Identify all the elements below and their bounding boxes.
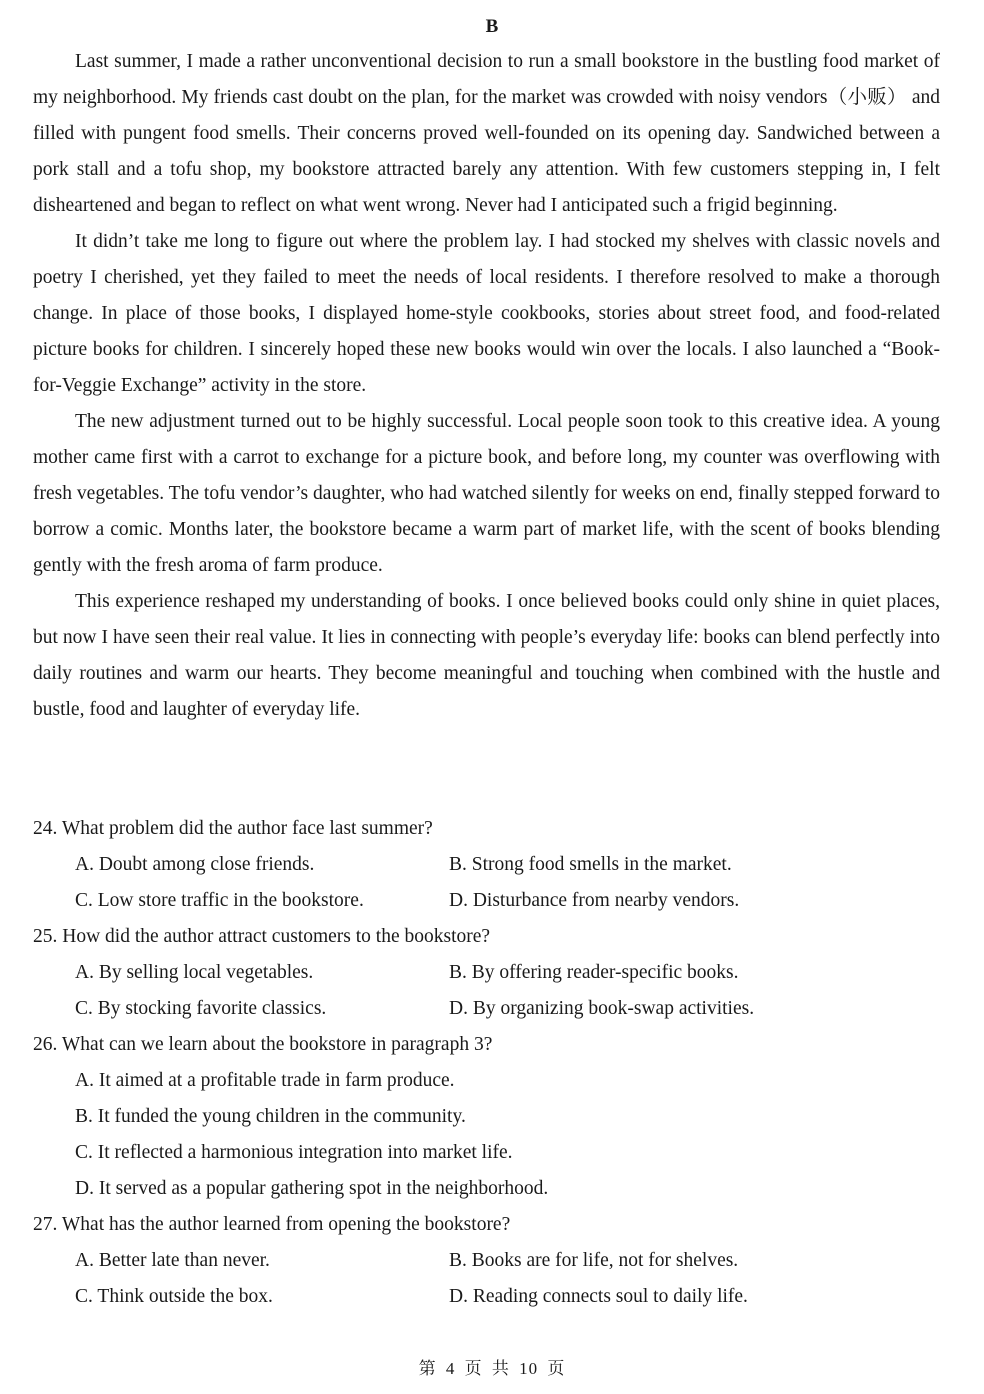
option-row	[33, 847, 940, 883]
option-a: A. It aimed at a profitable trade in farm produce.	[75, 1070, 455, 1091]
question-24	[33, 811, 940, 919]
passage-paragraph-2: It didn’t take me long to figure out where the problem lay. I had stocked my shelves with classic novels and poetry I cherished, yet they failed to meet the needs of local residents. I therefore resolved to make a thorough change. In place of those books, I displayed home-style cookbooks, stories about street food, and food-related picture books for children. I sincerely hoped these new books would win over the locals. I also launched a “Book-for-Veggie Exchange” activity in the store.	[33, 231, 940, 396]
option-row	[33, 1243, 940, 1279]
reading-passage	[33, 44, 940, 728]
option-c: C. It reflected a harmonious integration into market life.	[75, 1142, 513, 1163]
page-number-footer: 第 4 页 共 10 页	[418, 1359, 566, 1378]
option-d: D. By organizing book-swap activities.	[449, 998, 755, 1019]
question-stem: 24. What problem did the author face last summer?	[33, 818, 433, 839]
option-row	[33, 1279, 940, 1315]
passage-paragraph-1: Last summer, I made a rather unconventional decision to run a small bookstore in the bustling food market of my neighborhood. My friends cast doubt on the plan, for the market was crowded with noisy vendors（小贩） and filled with pungent food smells. Their concerns proved well-founded on its opening day. Sandwiched between a pork stall and a tofu shop, my bookstore attracted barely any attention. With few customers stepping in, I felt disheartened and began to reflect on what went wrong. Never had I anticipated such a frigid beginning.	[33, 51, 940, 216]
option-row	[33, 883, 940, 919]
option-b: B. Strong food smells in the market.	[449, 854, 732, 875]
question-stem: 27. What has the author learned from opening the bookstore?	[33, 1214, 511, 1235]
option-b: B. Books are for life, not for shelves.	[449, 1250, 739, 1271]
option-d: D. Reading connects soul to daily life.	[449, 1286, 748, 1307]
option-d: D. Disturbance from nearby vendors.	[449, 890, 740, 911]
question-list	[33, 811, 940, 1315]
option-row	[33, 955, 940, 991]
passage-paragraph-3: The new adjustment turned out to be highly successful. Local people soon took to this creative idea. A young mother came first with a carrot to exchange for a picture book, and before long, my counter was overflowing with fresh vegetables. The tofu vendor’s daughter, who had watched silently for weeks on end, finally stepped forward to borrow a comic. Months later, the bookstore became a warm part of market life, with the scent of books blending gently with the fresh aroma of farm produce.	[33, 411, 940, 576]
question-27	[33, 1207, 940, 1315]
option-c: C. By stocking favorite classics.	[75, 998, 327, 1019]
option-a: A. By selling local vegetables.	[75, 962, 314, 983]
section-label: B	[485, 16, 499, 37]
passage-paragraph-4: This experience reshaped my understanding of books. I once believed books could only shine in quiet places, but now I have seen their real value. It lies in connecting with people’s everyday life: books can blend perfectly into daily routines and warm our hearts. They become meaningful and touching when combined with the hustle and bustle, food and laughter of everyday life.	[33, 591, 940, 720]
option-b: B. It funded the young children in the community.	[75, 1106, 466, 1127]
question-25	[33, 919, 940, 1027]
option-b: B. By offering reader-specific books.	[449, 962, 739, 983]
option-a: A. Better late than never.	[75, 1250, 270, 1271]
option-d: D. It served as a popular gathering spot in the neighborhood.	[75, 1178, 549, 1199]
option-a: A. Doubt among close friends.	[75, 854, 315, 875]
question-stem: 25. How did the author attract customers to the bookstore?	[33, 926, 491, 947]
question-stem: 26. What can we learn about the bookstore in paragraph 3?	[33, 1034, 493, 1055]
option-c: C. Think outside the box.	[75, 1286, 273, 1307]
option-row	[33, 991, 940, 1027]
option-c: C. Low store traffic in the bookstore.	[75, 890, 364, 911]
question-26	[33, 1027, 940, 1207]
